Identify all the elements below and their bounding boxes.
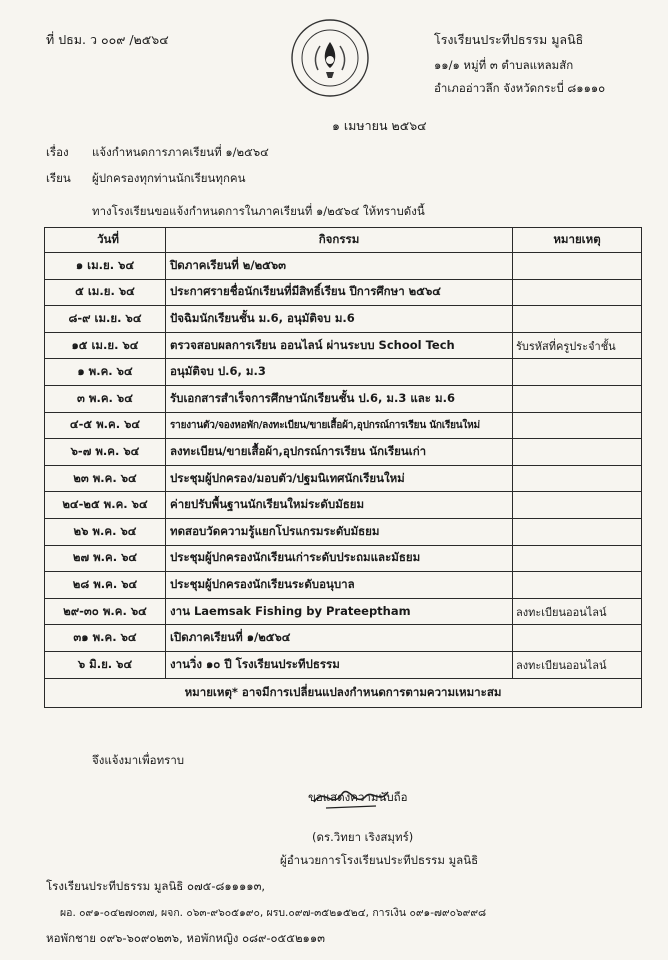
row-activity: เปิดภาคเรียนที่ ๑/๒๕๖๔ — [166, 625, 513, 652]
header-note: หมายเหตุ — [513, 228, 642, 253]
table-row — [45, 253, 642, 280]
signatory-position: ผู้อำนวยการโรงเรียนประทีปธรรม มูลนิธิ — [280, 853, 479, 867]
contact-line-3: หอพักชาย ๐๙๖-๖๐๙๐๒๓๖, หอพักหญิง ๐๘๙-๐๕๕๒๑๑๓ — [46, 931, 326, 945]
intro-text: ทางโรงเรียนขอแจ้งกำหนดการในภาคเรียนที่ ๑/๒๕๖๔ ให้ทราบดังนี้ — [92, 204, 425, 218]
row-activity: ประชุมผู้ปกครองนักเรียนระดับอนุบาล — [166, 572, 513, 599]
row-activity: ประกาศรายชื่อนักเรียนที่มีสิทธิ์เรียน ปีการศึกษา ๒๕๖๔ — [166, 279, 513, 306]
table-row — [45, 545, 642, 572]
row-note — [513, 439, 642, 466]
row-activity: ประชุมผู้ปกครองนักเรียนเก่าระดับประถมและมัธยม — [166, 545, 513, 572]
row-note — [513, 465, 642, 492]
row-note: ลงทะเบียนออนไลน์ — [513, 651, 642, 678]
row-activity: อนุมัติจบ ป.6, ม.3 — [166, 359, 513, 386]
row-date: ๒๔-๒๕ พ.ค. ๖๔ — [45, 492, 166, 519]
table-row — [45, 306, 642, 333]
row-date: ๒๖ พ.ค. ๖๔ — [45, 518, 166, 545]
row-note — [513, 492, 642, 519]
row-date: ๒๙-๓๐ พ.ค. ๖๔ — [45, 598, 166, 625]
table-row — [45, 332, 642, 359]
table-footnote-row — [45, 678, 642, 707]
header-date: วันที่ — [45, 228, 166, 253]
table-row — [45, 385, 642, 412]
row-activity: ประชุมผู้ปกครอง/มอบตัว/ปฐมนิเทศนักเรียนใหม่ — [166, 465, 513, 492]
row-date: ๓๑ พ.ค. ๖๔ — [45, 625, 166, 652]
row-note — [513, 385, 642, 412]
reference-number: ที่ ปธม. ว ๐๐๙ /๒๕๖๔ — [46, 32, 169, 47]
table-header-row — [45, 228, 642, 253]
table-footnote: หมายเหตุ* อาจมีการเปลี่ยนแปลงกำหนดการตามความเหมาะสม — [45, 678, 642, 707]
table-row — [45, 651, 642, 678]
row-activity: รับเอกสารสำเร็จการศึกษานักเรียนชั้น ป.6, ม.3 และ ม.6 — [166, 385, 513, 412]
row-note — [513, 572, 642, 599]
table-row — [45, 465, 642, 492]
address-line-1: ๑๑/๑ หมู่ที่ ๓ ตำบลแหลมสัก — [434, 58, 574, 72]
row-date: ๑ พ.ค. ๖๔ — [45, 359, 166, 386]
school-seal-icon — [290, 18, 370, 98]
row-activity: งาน Laemsak Fishing by Prateeptham — [166, 598, 513, 625]
row-note — [513, 625, 642, 652]
row-note — [513, 412, 642, 439]
table-row — [45, 412, 642, 439]
table-row — [45, 492, 642, 519]
signature-scribble-icon — [306, 780, 396, 820]
signatory-name: (ดร.วิทยา เริงสมุทร์) — [312, 830, 414, 844]
table-row — [45, 625, 642, 652]
row-date: ๒๓ พ.ค. ๖๔ — [45, 465, 166, 492]
row-note — [513, 518, 642, 545]
row-date: ๓ พ.ค. ๖๔ — [45, 385, 166, 412]
row-note: ลงทะเบียนออนไลน์ — [513, 598, 642, 625]
row-date: ๒๗ พ.ค. ๖๔ — [45, 545, 166, 572]
row-activity: งานวิ่ง ๑๐ ปี โรงเรียนประทีปธรรม — [166, 651, 513, 678]
row-note — [513, 545, 642, 572]
address-line-2: อำเภออ่าวลึก จังหวัดกระบี่ ๘๑๑๑๐ — [434, 81, 606, 95]
row-activity: ตรวจสอบผลการเรียน ออนไลน์ ผ่านระบบ School Tech — [166, 332, 513, 359]
table-row — [45, 518, 642, 545]
letter-date: ๑ เมษายน ๒๕๖๔ — [332, 118, 427, 133]
table-row — [45, 279, 642, 306]
subject-label: เรื่อง — [46, 145, 69, 159]
row-activity: รายงานตัว/จองหอพัก/ลงทะเบียน/ขายเสื้อผ้า,อุปกรณ์การเรียน นักเรียนใหม่ — [166, 412, 513, 439]
recipient-label: เรียน — [46, 171, 71, 185]
row-date: ๑ เม.ย. ๖๔ — [45, 253, 166, 280]
row-activity: ลงทะเบียน/ขายเสื้อผ้า,อุปกรณ์การเรียน นักเรียนเก่า — [166, 439, 513, 466]
row-date: ๕ เม.ย. ๖๔ — [45, 279, 166, 306]
row-note — [513, 253, 642, 280]
schedule-table — [44, 227, 642, 708]
contact-line-1: โรงเรียนประทีปธรรม มูลนิธิ ๐๗๕-๘๑๑๑๑๓, — [46, 879, 266, 893]
row-note — [513, 359, 642, 386]
row-note — [513, 306, 642, 333]
row-date: ๒๘ พ.ค. ๖๔ — [45, 572, 166, 599]
header-activity: กิจกรรม — [166, 228, 513, 253]
table-row — [45, 572, 642, 599]
row-note — [513, 279, 642, 306]
recipient-text: ผู้ปกครองทุกท่านนักเรียนทุกคน — [92, 171, 246, 185]
school-name: โรงเรียนประทีปธรรม มูลนิธิ — [434, 32, 584, 47]
row-activity: ค่ายปรับพื้นฐานนักเรียนใหม่ระดับมัธยม — [166, 492, 513, 519]
row-activity: ปัจฉิมนักเรียนชั้น ม.6, อนุมัติจบ ม.6 — [166, 306, 513, 333]
table-row — [45, 598, 642, 625]
row-date: ๘-๙ เม.ย. ๖๔ — [45, 306, 166, 333]
row-date: ๖ มิ.ย. ๖๔ — [45, 651, 166, 678]
subject-text: แจ้งกำหนดการภาคเรียนที่ ๑/๒๕๖๔ — [92, 145, 269, 159]
row-note: รับรหัสที่ครูประจำชั้น — [513, 332, 642, 359]
regards-text: ขอแสดงความนับถือ — [308, 790, 408, 804]
row-date: ๔-๕ พ.ค. ๖๔ — [45, 412, 166, 439]
row-activity: ทดสอบวัดความรู้แยกโปรแกรมระดับมัธยม — [166, 518, 513, 545]
contact-line-2: ผอ. ๐๙๑-๐๔๒๗๐๓๗, ผจก. ๐๖๓-๙๖๐๕๑๙๐, ผรบ.๐๙๗-๓๕๒๑๕๒๔, การเงิน ๐๙๑-๗๙๐๖๙๙๘ — [60, 907, 487, 919]
table-row — [45, 439, 642, 466]
row-activity: ปิดภาคเรียนที่ ๒/๒๕๖๓ — [166, 253, 513, 280]
closing-text: จึงแจ้งมาเพื่อทราบ — [92, 753, 185, 767]
row-date: ๖-๗ พ.ค. ๖๔ — [45, 439, 166, 466]
table-row — [45, 359, 642, 386]
row-date: ๑๕ เม.ย. ๖๔ — [45, 332, 166, 359]
